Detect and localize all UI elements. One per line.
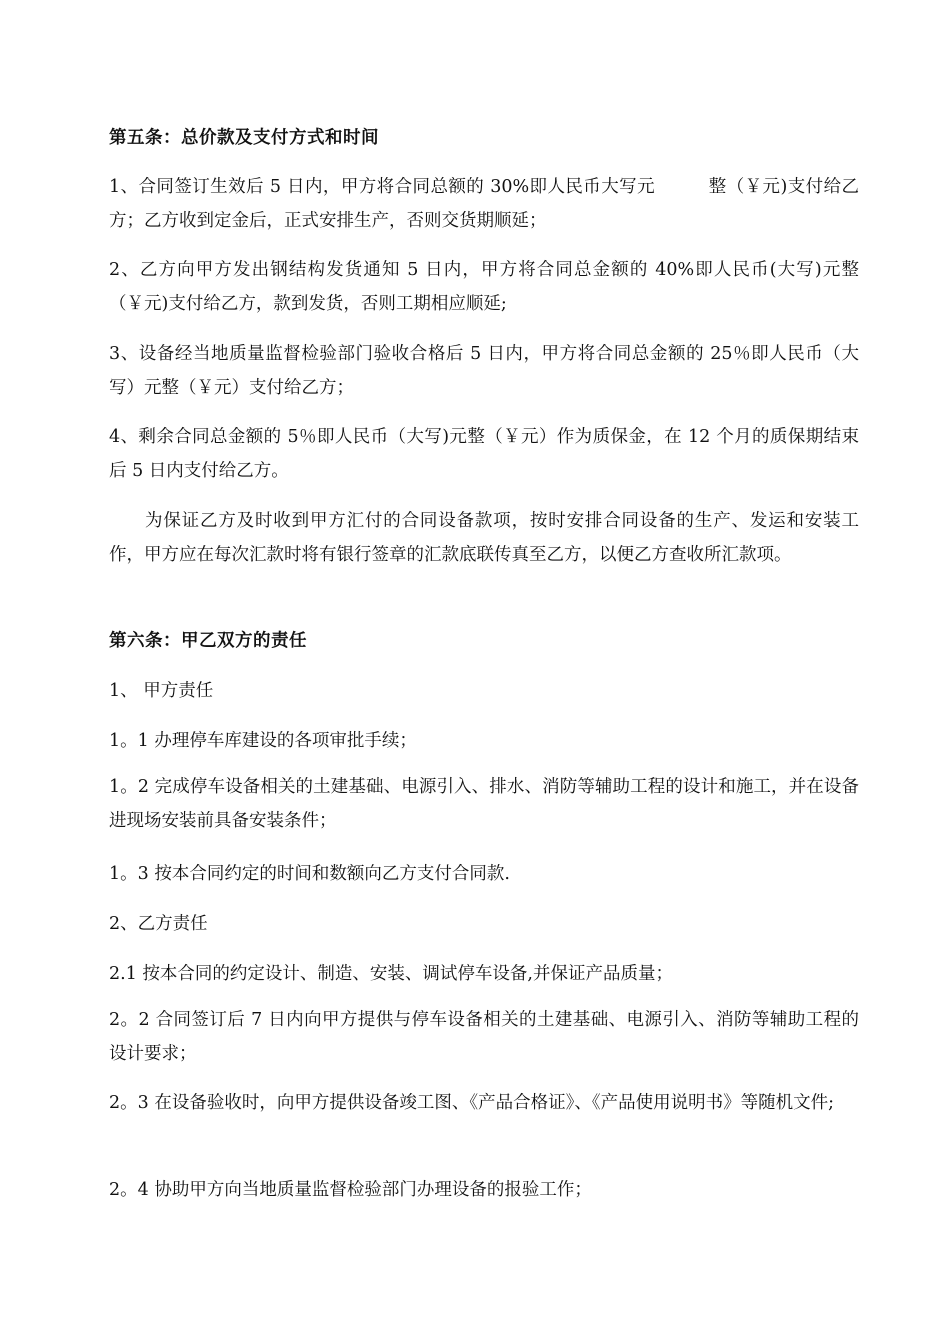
- section-5-payment-note: 为保证乙方及时收到甲方汇付的合同设备款项，按时安排合同设备的生产、发运和安装工作，甲方应在每次汇款时将有银行签章的汇款底联传真至乙方，以便乙方查收所汇款项。: [109, 511, 859, 565]
- party-a-item-1: 1。1 办理停车库建设的各项审批手续；: [109, 731, 417, 751]
- section-5-heading: 第五条：总价款及支付方式和时间: [109, 128, 379, 148]
- party-b-item-4: 2。4 协助甲方向当地质量监督检验部门办理设备的报验工作；: [109, 1180, 592, 1200]
- section-5-item-1: 1、合同签订生效后 5 日内，甲方将合同总额的 30%即人民币大写元 整（￥元)支付给乙方；乙方收到定金后，正式安排生产，否则交货期顺延；: [109, 177, 859, 231]
- party-a-responsibility-title: 1、 甲方责任: [109, 681, 214, 701]
- section-5-item-3: 3、设备经当地质量监督检验部门验收合格后 5 日内，甲方将合同总金额的 25％即人民币（大写）元整（￥元）支付给乙方；: [109, 344, 859, 398]
- party-b-item-1: 2.1 按本合同的约定设计、制造、安装、调试停车设备,并保证产品质量；: [109, 964, 673, 984]
- party-a-item-2: 1。2 完成停车设备相关的土建基础、电源引入、排水、消防等辅助工程的设计和施工，并在设备进现场安装前具备安装条件；: [109, 777, 859, 831]
- section-6-heading: 第六条：甲乙双方的责任: [109, 631, 307, 651]
- party-a-item-3: 1。3 按本合同约定的时间和数额向乙方支付合同款.: [109, 864, 510, 884]
- party-b-item-3: 2。3 在设备验收时，向甲方提供设备竣工图、《产品合格证》、《产品使用说明书》等随机文件;: [109, 1093, 834, 1113]
- section-5-item-4: 4、剩余合同总金额的 5％即人民币（大写)元整（￥元）作为质保金，在 12 个月的质保期结束后 5 日内支付给乙方。: [109, 427, 859, 481]
- party-b-responsibility-title: 2、乙方责任: [109, 914, 208, 934]
- party-b-item-2: 2。2 合同签订后 7 日内向甲方提供与停车设备相关的土建基础、电源引入、消防等辅助工程的设计要求；: [109, 1010, 859, 1064]
- section-5-item-2: 2、乙方向甲方发出钢结构发货通知 5 日内，甲方将合同总金额的 40%即人民币(大写)元整（￥元)支付给乙方，款到发货，否则工期相应顺延;: [109, 260, 859, 314]
